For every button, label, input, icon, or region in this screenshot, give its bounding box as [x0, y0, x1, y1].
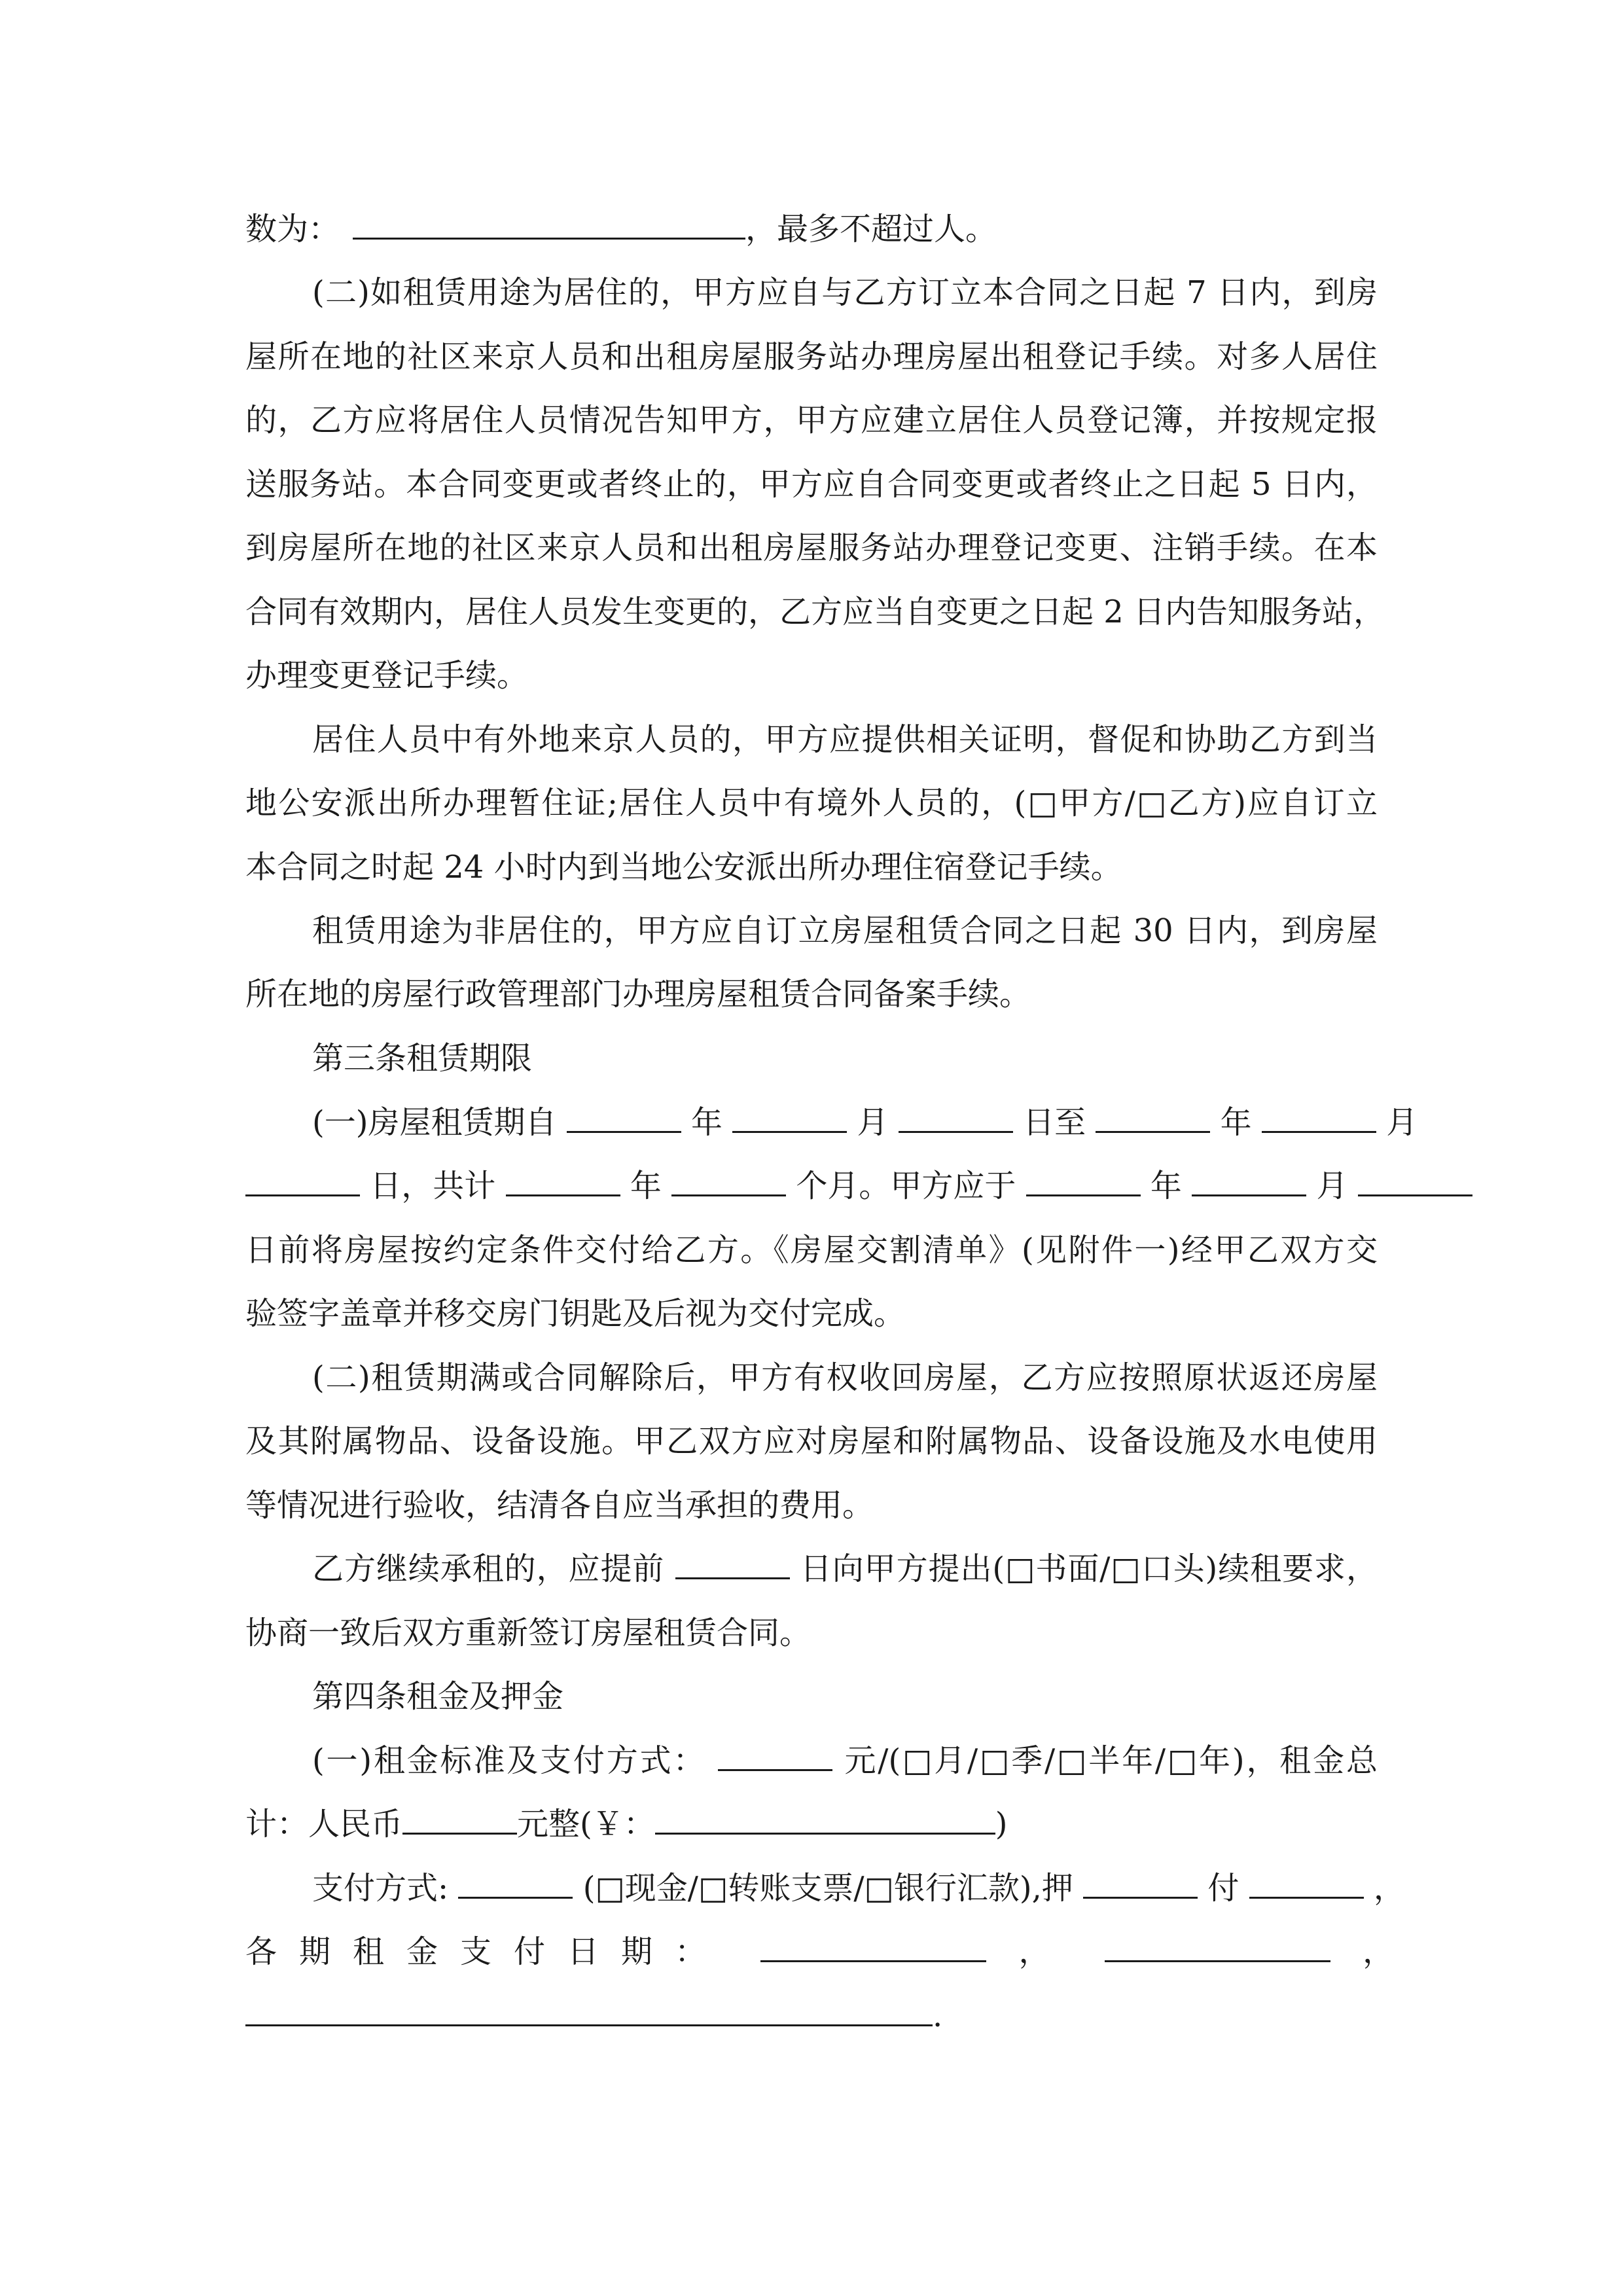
text-line: [245, 1163, 1378, 1209]
fill-blank-rent-total-rmb[interactable]: [402, 1801, 517, 1835]
fill-blank-end-day[interactable]: [245, 1163, 360, 1196]
text: 计：人民币: [245, 1806, 403, 1842]
section-heading: 第四条租金及押金: [312, 1678, 564, 1715]
text: (□现金/□转账支票/□银行汇款),押: [582, 1870, 1073, 1907]
fill-blank-occupant-count[interactable]: [353, 206, 745, 240]
text: 乙方继续承租的，应提前: [312, 1551, 665, 1587]
text: 月: [1386, 1104, 1418, 1141]
text: ，最多不超过人。: [745, 211, 997, 247]
text: ，: [1018, 1933, 1073, 1970]
fill-blank-payment-method[interactable]: [458, 1865, 573, 1899]
fill-blank-pay-months[interactable]: [1249, 1865, 1364, 1899]
text: 月: [857, 1104, 889, 1141]
text: 数为：: [245, 211, 340, 247]
fill-blank-delivery-month[interactable]: [1192, 1163, 1306, 1196]
text-line: [312, 1865, 1405, 1911]
text-line: 送服务站。本合同变更或者终止的，甲方应自合同变更或者终止之日起 5 日内，: [245, 466, 1378, 503]
text: ，: [1363, 1933, 1417, 1970]
fill-blank-start-month[interactable]: [732, 1100, 847, 1133]
text-line: 所在地的房屋行政管理部门办理房屋租赁合同备案手续。: [245, 976, 1031, 1013]
text-line: 居住人员中有外地来京人员的，甲方应提供相关证明，督促和协助乙方到当: [312, 721, 1378, 758]
text-line: [245, 206, 1378, 252]
fill-blank-delivery-day[interactable]: [1358, 1163, 1472, 1196]
text-line: [312, 1738, 1378, 1784]
fill-blank-end-month[interactable]: [1262, 1100, 1376, 1133]
text-line: 办理变更登记手续。: [245, 657, 529, 694]
text: ，: [1373, 1870, 1405, 1907]
text: 月: [1316, 1168, 1348, 1204]
text: 元/(□月/□季/□半年/□年)，租金总: [844, 1742, 1378, 1779]
text-line: 地公安派出所办理暂住证;居住人员中有境外人员的，(□甲方/□乙方)应自订立: [245, 785, 1378, 821]
text-line: (二)租赁期满或合同解除后，甲方有权收回房屋，乙方应按照原状返还房屋: [312, 1359, 1378, 1396]
fill-blank-start-day[interactable]: [899, 1100, 1013, 1133]
text-line: 验签字盖章并移交房门钥匙及后视为交付完成。: [245, 1295, 906, 1332]
text: ): [995, 1806, 1008, 1842]
text-line: 的，乙方应将居住人员情况告知甲方，甲方应建立居住人员登记簿，并按规定报: [245, 402, 1378, 439]
fill-blank-delivery-year[interactable]: [1026, 1163, 1141, 1196]
text-line: 协商一致后双方重新签订房屋租赁合同。: [245, 1615, 812, 1651]
fill-blank-start-year[interactable]: [567, 1100, 681, 1133]
fill-blank-total-years[interactable]: [506, 1163, 620, 1196]
text-line: 租赁用途为非居住的，甲方应自订立房屋租赁合同之日起 30 日内，到房屋: [312, 912, 1378, 949]
text-line: 合同有效期内，居住人员发生变更的，乙方应当自变更之日起 2 日内告知服务站，: [245, 594, 1385, 630]
text-line: 等情况进行验收，结清各自应当承担的费用。: [245, 1487, 874, 1524]
text-line: 屋所在地的社区来京人员和出租房屋服务站办理房屋出租登记手续。对多人居住: [245, 338, 1378, 375]
fill-blank-renewal-notice-days[interactable]: [675, 1546, 790, 1579]
text: 个月。甲方应于: [796, 1168, 1016, 1204]
fill-blank-payment-date-1[interactable]: [760, 1929, 986, 1962]
text: (一)租金标准及支付方式：: [312, 1742, 707, 1779]
fill-blank-rent-total-yuan[interactable]: [655, 1801, 995, 1835]
text-line: (二)如租赁用途为居住的，甲方应自与乙方订立本合同之日起 7 日内，到房: [312, 274, 1378, 311]
fill-blank-payment-date-2[interactable]: [1105, 1929, 1330, 1962]
text-line: 及其附属物品、设备设施。甲乙双方应对房屋和附属物品、设备设施及水电使用: [245, 1423, 1378, 1460]
text: .: [933, 1998, 943, 2034]
fill-blank-payment-date-3[interactable]: [245, 1993, 933, 2026]
text: 日，共计: [370, 1168, 496, 1204]
fill-blank-end-year[interactable]: [1096, 1100, 1210, 1133]
text: 年: [691, 1104, 723, 1141]
fill-blank-deposit-months[interactable]: [1083, 1865, 1198, 1899]
text: 元整(￥：: [517, 1806, 655, 1842]
text: 日至: [1023, 1104, 1086, 1141]
text: (一)房屋租赁期自: [312, 1104, 557, 1141]
text: 支付方式:: [312, 1870, 449, 1907]
text-line: 到房屋所在地的社区来京人员和出租房屋服务站办理登记变更、注销手续。在本: [245, 529, 1378, 566]
text-line: [312, 1100, 1418, 1145]
text: 年: [630, 1168, 662, 1204]
text-line: [245, 1929, 1417, 1975]
text: 年: [1220, 1104, 1252, 1141]
text-line: [245, 1801, 1378, 1847]
text: 各期租金支付日期：: [245, 1933, 729, 1970]
text: 日向甲方提出(□书面/□口头)续租要求，: [800, 1551, 1378, 1587]
text-line: [245, 1993, 1378, 2039]
fill-blank-rent-amount[interactable]: [718, 1738, 832, 1771]
text-line: 本合同之时起 24 小时内到当地公安派出所办理住宿登记手续。: [245, 849, 1122, 886]
section-heading: 第三条租赁期限: [312, 1040, 533, 1077]
text-line: 日前将房屋按约定条件交付给乙方。《房屋交割清单》(见附件一)经甲乙双方交: [245, 1232, 1378, 1268]
fill-blank-total-months[interactable]: [671, 1163, 786, 1196]
text: 付: [1207, 1870, 1240, 1907]
text-line: [312, 1546, 1378, 1592]
text: 年: [1150, 1168, 1182, 1204]
